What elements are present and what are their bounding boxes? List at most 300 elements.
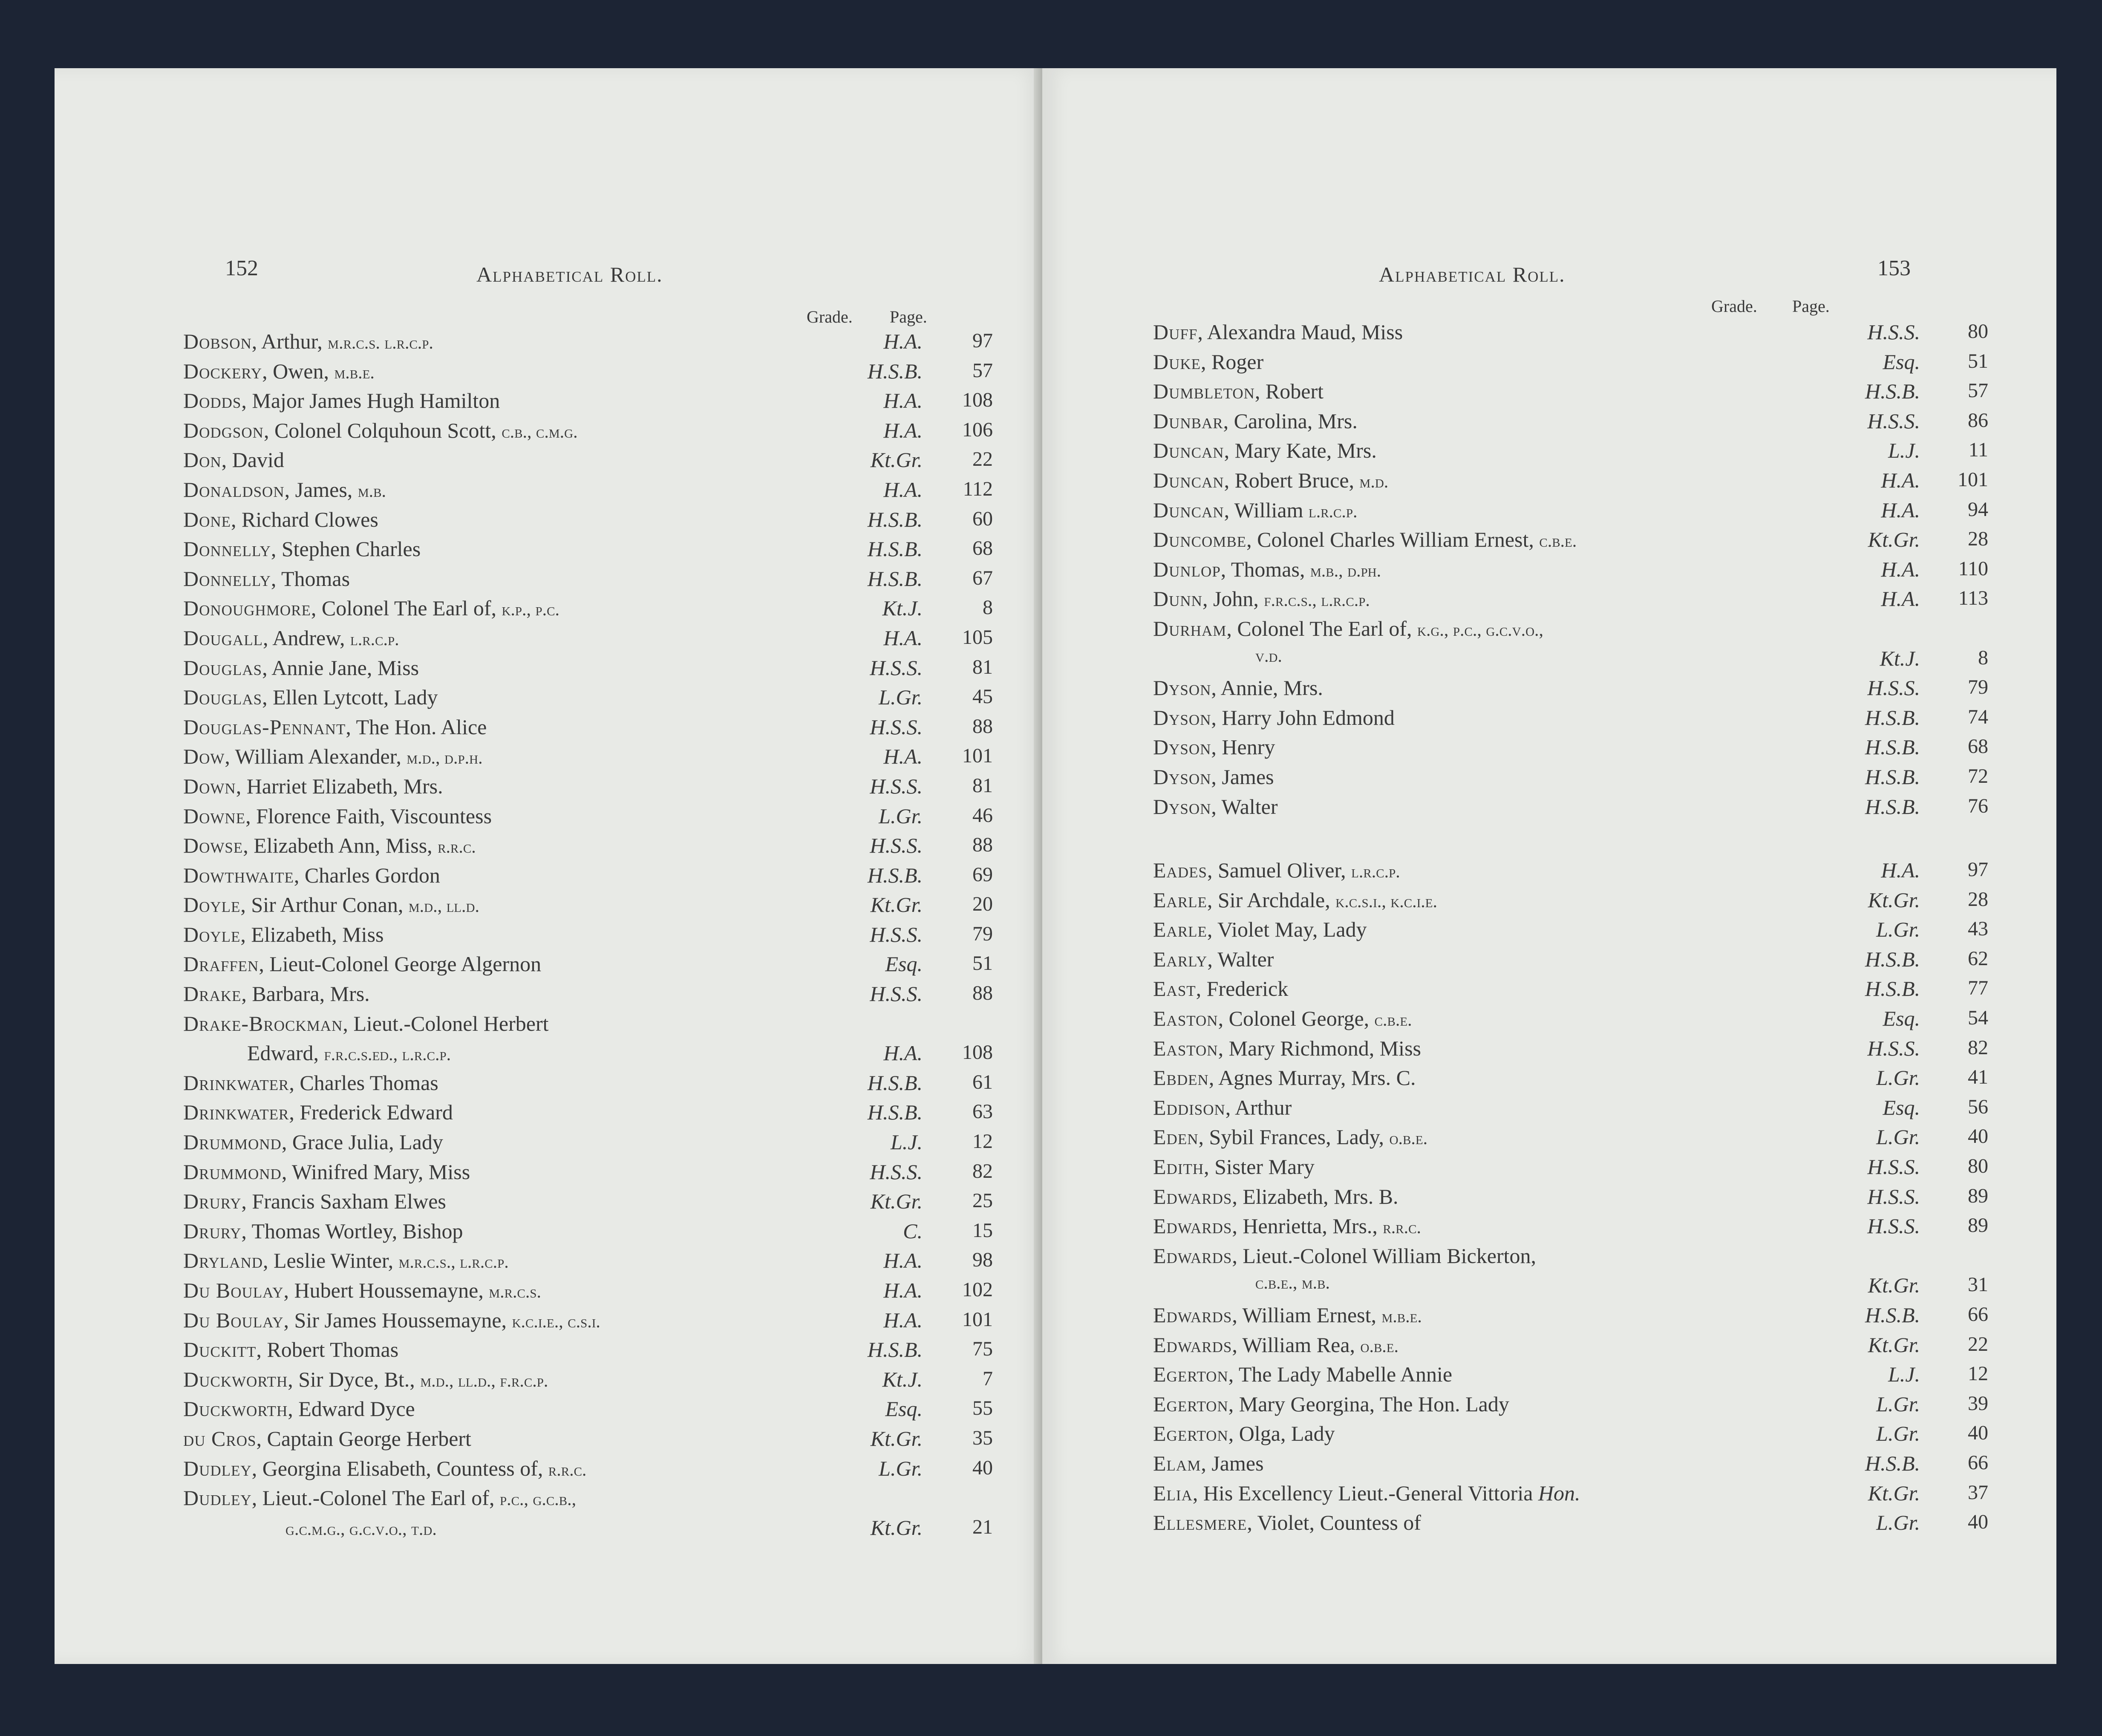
entry-surname: Easton	[1153, 1006, 1218, 1031]
entry-surname: Drinkwater	[183, 1070, 289, 1095]
entry-surname: Elam	[1153, 1451, 1201, 1475]
entry-surname: Dockery	[183, 359, 262, 383]
entry-given-names: , Sir Dyce, Bt.,	[288, 1367, 415, 1391]
entry-surname: East	[1153, 977, 1196, 1001]
entry-surname: Dunbar	[1153, 409, 1223, 433]
entry-surname: Dunlop	[1153, 557, 1221, 581]
entry-surname: Elia	[1153, 1481, 1193, 1505]
entry-given-names: , Walter	[1207, 947, 1274, 971]
entry-grade: H.A.	[1881, 587, 1920, 611]
entry-page: 37	[1968, 1481, 1988, 1504]
entry-given-names: , William Ernest,	[1232, 1303, 1377, 1327]
entry-honours: f.r.c.s., l.r.c.p.	[1264, 591, 1370, 611]
entry-grade: L.Gr.	[1876, 1392, 1920, 1416]
entry-name	[183, 1011, 549, 1036]
entry-name	[183, 833, 476, 858]
roll-entry	[183, 863, 993, 893]
entry-name	[1153, 1095, 1292, 1120]
entry-page: 28	[1968, 528, 1988, 551]
entry-page: 66	[1968, 1303, 1988, 1326]
entry-name	[1153, 1214, 1421, 1238]
entry-page: 22	[1968, 1332, 1988, 1355]
entry-page: 15	[972, 1219, 993, 1242]
roll-entry	[1153, 1362, 1988, 1392]
entry-given-names: , Sir Archdale,	[1207, 888, 1330, 912]
entry-surname: Donnelly	[183, 566, 271, 591]
entry-name	[1153, 947, 1274, 972]
entry-page: 28	[1968, 888, 1988, 911]
entry-grade: H.S.S.	[870, 655, 923, 680]
entry-grade: L.Gr.	[1876, 1125, 1920, 1149]
entry-given-names: , Olga, Lady	[1228, 1422, 1335, 1446]
roll-entry	[1153, 498, 1988, 528]
entry-name	[1153, 1065, 1416, 1090]
entry-given-names: , Sir Arthur Conan,	[240, 893, 404, 917]
entry-given-names: , Lieut.-Colonel The Earl of,	[251, 1486, 495, 1510]
entry-given-names: , Elizabeth, Mrs. B.	[1232, 1184, 1398, 1208]
entry-name	[183, 1159, 470, 1184]
entry-honours: m.d., ll.d., f.r.c.p.	[420, 1371, 548, 1391]
entry-grade: H.S.S.	[870, 774, 923, 798]
roll-entry	[183, 1219, 993, 1249]
entry-surname: Eden	[1153, 1125, 1199, 1149]
left-page	[55, 68, 1042, 1664]
entry-surname: Duckworth	[183, 1397, 288, 1421]
entry-continuation	[247, 1041, 451, 1065]
entry-name	[1153, 1421, 1335, 1446]
entry-surname: Duff	[1153, 320, 1198, 344]
entry-given-names: , Sybil Frances, Lady,	[1198, 1125, 1384, 1149]
entry-surname: Down	[183, 774, 236, 798]
entry-grade: Kt.Gr.	[870, 893, 923, 917]
roll-entry	[183, 1485, 993, 1545]
roll-entry	[1153, 1154, 1988, 1184]
entry-honours: r.r.c.	[548, 1460, 587, 1480]
entry-name	[183, 447, 284, 472]
entry-page: 108	[962, 389, 993, 412]
entry-name	[1153, 557, 1381, 582]
entry-page: 43	[1968, 917, 1988, 940]
entry-given-names: , Robert Bruce,	[1224, 468, 1355, 492]
roll-entry	[1153, 349, 1988, 379]
entry-page: 8	[1978, 646, 1988, 669]
roll-entry	[1153, 1095, 1988, 1125]
roll-entry	[1153, 1392, 1988, 1422]
entry-page: 86	[1968, 409, 1988, 432]
entry-given-names: , Robert	[1254, 379, 1324, 404]
entry-given-names: , Grace Julia, Lady	[281, 1130, 443, 1154]
entry-given-names: , William Alexander,	[225, 744, 401, 769]
page-number: 153	[1877, 256, 1911, 280]
entry-surname: Edwards	[1153, 1214, 1232, 1238]
entry-page: 102	[962, 1278, 993, 1301]
entry-surname: Durham	[1153, 616, 1227, 640]
entry-given-names: , Georgina Elisabeth, Countess of,	[251, 1456, 543, 1480]
entry-surname: Dunn	[1153, 587, 1202, 611]
entry-given-names: , Violet May, Lady	[1207, 917, 1367, 942]
entry-grade: H.S.B.	[867, 1100, 923, 1125]
roll-entry	[1153, 947, 1988, 977]
entry-grade: Kt.Gr.	[1868, 528, 1920, 552]
entry-given-names: , William Rea,	[1232, 1332, 1355, 1357]
entry-given-names: , Ellen Lytcott, Lady	[262, 685, 438, 709]
entry-surname: Duncan	[1153, 438, 1224, 463]
entry-given-names: , Hubert Houssemayne,	[283, 1278, 484, 1302]
entry-name	[183, 507, 378, 532]
entry-name	[1153, 468, 1388, 493]
roll-entry	[1153, 858, 1988, 888]
entry-continuation	[1255, 1273, 1330, 1293]
entry-grade: H.S.S.	[1867, 1214, 1920, 1238]
entry-name	[1153, 764, 1274, 789]
entry-given-names: , Sir James Houssemayne,	[283, 1308, 507, 1332]
entry-name	[1153, 1243, 1536, 1268]
entry-page: 80	[1968, 1155, 1988, 1178]
entry-grade: H.S.B.	[867, 566, 923, 591]
roll-entries	[1153, 320, 1988, 1540]
entry-name	[183, 863, 440, 888]
entry-grade: Esq.	[1883, 349, 1920, 374]
entry-grade: Kt.Gr.	[1868, 888, 1920, 912]
entry-surname: Dodds	[183, 389, 242, 413]
entry-given-names: , Leslie Winter,	[263, 1249, 394, 1273]
entry-grade: H.A.	[1881, 557, 1920, 581]
entry-grade: H.S.B.	[1865, 705, 1920, 730]
roll-entry	[183, 744, 993, 774]
entry-given-names: , Annie, Mrs.	[1211, 676, 1323, 700]
entry-page: 97	[1968, 858, 1988, 881]
entry-page: 76	[1968, 794, 1988, 817]
entry-given-names: , Robert Thomas	[256, 1338, 399, 1362]
entry-grade: H.S.B.	[1865, 947, 1920, 971]
entry-page: 79	[972, 922, 993, 945]
entry-surname: Dryland	[183, 1249, 263, 1273]
roll-entry	[183, 1070, 993, 1100]
entry-name	[1153, 735, 1275, 759]
entry-grade: H.A.	[883, 477, 923, 502]
entry-page: 8	[983, 596, 993, 619]
roll-entry	[183, 1337, 993, 1367]
entry-page: 40	[1968, 1511, 1988, 1534]
entry-grade: L.Gr.	[1876, 1511, 1920, 1535]
roll-entry	[183, 566, 993, 596]
entry-name	[183, 626, 399, 650]
roll-entry	[1153, 1243, 1988, 1303]
entry-surname: Downe	[183, 804, 246, 828]
entry-grade: Kt.J.	[882, 596, 923, 620]
entry-page: 21	[972, 1515, 993, 1538]
entry-page: 40	[1968, 1125, 1988, 1148]
entry-surname: Donnelly	[183, 537, 271, 561]
entry-given-names: , Colonel Colquhoun Scott,	[263, 418, 496, 442]
entry-name	[183, 774, 443, 799]
entry-grade: Esq.	[885, 1397, 923, 1421]
entry-grade: L.J.	[1888, 438, 1920, 463]
entry-surname: Don	[183, 448, 222, 472]
entry-surname: Dowse	[183, 833, 243, 858]
roll-entry	[1153, 705, 1988, 735]
entry-name	[1153, 917, 1367, 942]
entry-surname: Drummond	[183, 1130, 282, 1154]
entry-page: 22	[972, 448, 993, 471]
entry-given-names: , His Excellency Lieut.-General Vittoria	[1192, 1481, 1533, 1505]
entry-given-names: , Alexandra Maud, Miss	[1197, 320, 1403, 344]
entry-given-names: , Lieut.-Colonel Herbert	[343, 1011, 549, 1035]
entry-grade: L.Gr.	[1876, 917, 1920, 942]
entry-page: 60	[972, 507, 993, 530]
entry-honours: m.b., d.ph.	[1310, 561, 1381, 581]
entry-name	[1153, 675, 1323, 700]
entry-given-names: , Charles Gordon	[294, 863, 440, 887]
entry-page: 12	[1968, 1362, 1988, 1385]
roll-entry	[183, 596, 993, 626]
entry-page: 97	[972, 329, 993, 352]
entry-honours: m.r.c.s. l.r.c.p.	[328, 333, 433, 353]
entry-name	[1153, 586, 1370, 611]
roll-entry	[1153, 1451, 1988, 1481]
entry-honours: m.d.	[1359, 472, 1389, 492]
entry-given-names: , Lieut-Colonel George Algernon	[259, 952, 542, 976]
entry-surname: Dudley	[183, 1486, 252, 1510]
entry-given-names: , Colonel The Earl of,	[1226, 616, 1412, 640]
entry-name	[183, 804, 492, 828]
roll-entry	[183, 536, 993, 566]
entry-honours: k.g., p.c., g.c.v.o.,	[1417, 620, 1544, 640]
entry-name	[183, 1189, 446, 1214]
entry-surname: Draffen	[183, 952, 259, 976]
entry-name	[183, 1100, 453, 1125]
entry-name	[183, 1308, 600, 1332]
entry-page: 57	[1968, 379, 1988, 402]
entry-page: 66	[1968, 1451, 1988, 1474]
entry-given-names: , Major James Hugh Hamilton	[241, 389, 500, 413]
entry-continuation-text: Edward,	[247, 1041, 319, 1065]
entry-page: 57	[972, 359, 993, 382]
entry-page: 108	[962, 1041, 993, 1064]
entry-grade: H.S.S.	[870, 715, 923, 739]
entry-given-names: , Walter	[1211, 794, 1278, 819]
entry-grade: H.S.S.	[1867, 1184, 1920, 1208]
entry-grade: Kt.Gr.	[1868, 1481, 1920, 1505]
entry-given-names: , Sister Mary	[1204, 1155, 1315, 1179]
entry-name	[183, 359, 375, 384]
entry-name	[183, 744, 483, 769]
roll-entry	[183, 892, 993, 922]
entry-grade: H.S.B.	[1865, 379, 1920, 404]
entry-grade: H.S.B.	[1865, 735, 1920, 759]
entry-honours: c.b., c.m.g.	[502, 422, 578, 442]
roll-entry	[1153, 1421, 1988, 1451]
entry-name	[1153, 527, 1577, 552]
entry-honours: m.r.c.s., l.r.c.p.	[398, 1252, 509, 1272]
roll-entry	[1153, 409, 1988, 438]
entry-given-names: , Thomas Wortley, Bishop	[241, 1219, 463, 1243]
entry-name	[1153, 379, 1323, 404]
entry-page: 68	[1968, 735, 1988, 758]
entry-surname: Eades	[1153, 858, 1207, 882]
roll-entry	[1153, 468, 1988, 498]
entry-continuation-honours: v.d.	[1255, 646, 1282, 666]
roll-entry	[183, 804, 993, 833]
roll-entry	[1153, 1036, 1988, 1066]
entry-surname: Dyson	[1153, 705, 1211, 730]
roll-entry	[1153, 888, 1988, 917]
entry-name	[1153, 794, 1278, 819]
entry-grade: H.S.B.	[867, 863, 923, 887]
roll-entry	[1153, 1065, 1988, 1095]
roll-entry	[183, 1159, 993, 1189]
entry-name	[183, 1396, 415, 1421]
entry-page: 68	[972, 537, 993, 560]
entry-surname: Egerton	[1153, 1392, 1228, 1416]
entry-page: 101	[1958, 468, 1988, 491]
entry-name	[1153, 1332, 1398, 1357]
entry-grade: H.A.	[883, 1249, 923, 1273]
entry-honours: Hon.	[1538, 1481, 1580, 1505]
entry-honours: m.b.e.	[1381, 1307, 1422, 1327]
entry-grade: H.S.S.	[870, 982, 923, 1006]
entry-page: 12	[972, 1130, 993, 1153]
entry-surname: Donaldson	[183, 477, 285, 502]
roll-entry	[1153, 675, 1988, 705]
entry-surname: Drury	[183, 1189, 242, 1214]
roll-entry	[1153, 1481, 1988, 1511]
entry-page: 101	[962, 1308, 993, 1331]
entry-grade: Kt.Gr.	[870, 1515, 923, 1540]
entry-given-names: , Violet, Countess of	[1247, 1511, 1421, 1535]
entry-honours: l.r.c.p.	[350, 629, 399, 649]
entry-name	[183, 1367, 548, 1392]
roll-entry	[183, 981, 993, 1011]
entry-grade: H.A.	[1881, 498, 1920, 522]
roll-entry	[1153, 917, 1988, 947]
entry-given-names: , Captain George Herbert	[256, 1426, 471, 1451]
entry-page: 81	[972, 655, 993, 678]
roll-entry	[183, 715, 993, 744]
entry-surname: Dobson	[183, 329, 252, 353]
entry-name	[1153, 1125, 1427, 1149]
entry-grade: H.S.B.	[1865, 977, 1920, 1001]
entry-grade: H.S.S.	[870, 833, 923, 858]
entry-grade: Kt.Gr.	[870, 448, 923, 472]
entry-grade: H.A.	[883, 744, 923, 769]
entry-name	[1153, 705, 1395, 730]
entry-given-names: , Arthur,	[251, 329, 323, 353]
entry-surname: Edwards	[1153, 1303, 1232, 1327]
entry-surname: du Cros	[183, 1426, 257, 1451]
entry-name	[1153, 349, 1263, 374]
entry-given-names: , John,	[1202, 587, 1259, 611]
entry-surname: Dowthwaite	[183, 863, 294, 887]
entry-given-names: , Owen,	[262, 359, 329, 383]
entry-given-names: , Harriet Elizabeth, Mrs.	[236, 774, 443, 798]
entry-given-names: , Barbara, Mrs.	[241, 982, 370, 1006]
entry-surname: Duncan	[1153, 498, 1224, 522]
entry-given-names: , Mary Richmond, Miss	[1218, 1036, 1421, 1060]
entry-page: 31	[1968, 1273, 1988, 1296]
entry-grade: H.A.	[1881, 468, 1920, 492]
entry-continuation-honours: f.r.c.s.ed., l.r.c.p.	[324, 1045, 451, 1065]
grade-column-header: Grade.	[807, 307, 853, 326]
entry-honours: l.r.c.p.	[1309, 502, 1358, 522]
entry-name	[1153, 320, 1403, 344]
entry-grade: Kt.J.	[1880, 646, 1920, 670]
roll-entry	[1153, 1214, 1988, 1243]
roll-entry	[183, 1011, 993, 1070]
entry-grade: H.S.B.	[1865, 1303, 1920, 1327]
entry-given-names: , James	[1201, 1451, 1264, 1475]
entry-grade: H.A.	[883, 329, 923, 353]
entry-name	[183, 892, 479, 917]
roll-entry	[1153, 320, 1988, 349]
entry-name	[183, 1248, 509, 1273]
roll-entry	[183, 1426, 993, 1456]
entry-surname: Edwards	[1153, 1243, 1232, 1268]
page-column-header: Page.	[1792, 297, 1830, 316]
entry-given-names: , Richard Clowes	[231, 507, 378, 531]
entry-name	[1153, 1036, 1421, 1061]
roll-entry	[183, 626, 993, 655]
entry-surname: Doyle	[183, 922, 241, 946]
entry-given-names: , James,	[284, 477, 353, 502]
roll-entry	[1153, 764, 1988, 794]
entry-name	[1153, 1362, 1452, 1387]
entry-name	[1153, 1154, 1315, 1179]
entry-grade: L.Gr.	[1876, 1422, 1920, 1446]
roll-entry	[1153, 379, 1988, 409]
entry-given-names: , Winifred Mary, Miss	[281, 1159, 470, 1184]
entry-name	[1153, 888, 1437, 912]
entry-page: 40	[972, 1456, 993, 1479]
entry-name	[183, 981, 370, 1006]
entry-page: 112	[963, 477, 993, 500]
entry-grade: L.Gr.	[879, 1456, 923, 1480]
entry-page: 82	[972, 1159, 993, 1182]
roll-entry	[1153, 1006, 1988, 1036]
entry-grade: H.S.B.	[1865, 1451, 1920, 1475]
entry-given-names: , Colonel George,	[1218, 1006, 1370, 1031]
entry-page: 75	[972, 1338, 993, 1361]
entry-surname: Egerton	[1153, 1422, 1228, 1446]
entry-name	[183, 1130, 443, 1154]
entry-page: 39	[1968, 1392, 1988, 1415]
entry-name	[183, 536, 421, 561]
entry-name	[1153, 1184, 1398, 1209]
entry-surname: Donoughmore	[183, 596, 311, 620]
entry-page: 56	[1968, 1095, 1988, 1118]
roll-entry	[183, 922, 993, 952]
entry-honours: c.b.e.	[1539, 531, 1577, 551]
entry-name	[183, 1337, 398, 1362]
entry-grade: L.Gr.	[879, 804, 923, 828]
entry-page: 81	[972, 774, 993, 797]
entry-name	[183, 1219, 463, 1243]
entry-surname: Doyle	[183, 893, 241, 917]
roll-entry	[1153, 1184, 1988, 1214]
roll-entry	[183, 1367, 993, 1397]
entry-name	[1153, 1392, 1509, 1416]
entry-given-names: , Agnes Murray, Mrs. C.	[1208, 1066, 1416, 1090]
entry-page: 106	[962, 418, 993, 441]
entry-given-names: , James	[1211, 764, 1274, 789]
roll-entry	[1153, 735, 1988, 764]
entry-name	[183, 1456, 586, 1481]
roll-entry	[1153, 1332, 1988, 1362]
entry-grade: Esq.	[1883, 1095, 1920, 1119]
entry-surname: Dumbleton	[1153, 379, 1255, 404]
roll-entry	[183, 655, 993, 685]
entry-grade: H.A.	[883, 389, 923, 413]
